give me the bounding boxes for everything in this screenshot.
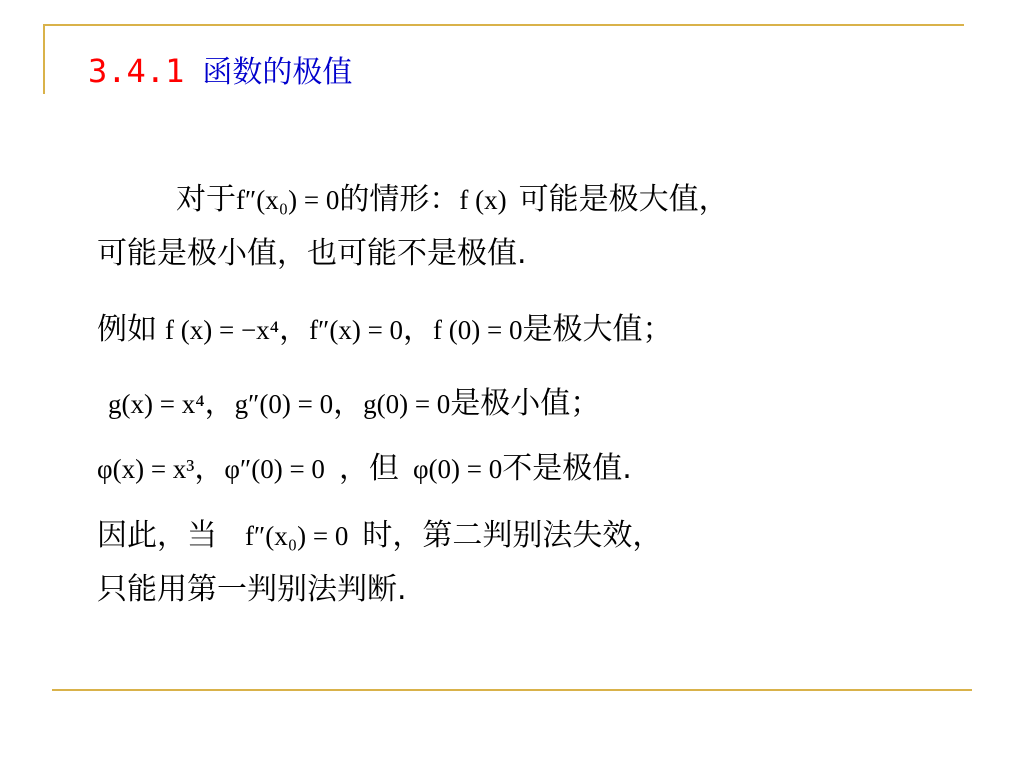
line3-prefix: 例如: [97, 312, 157, 347]
paragraph-line-4: [108, 384, 600, 424]
formula-g-second-derivative: g″(0) = 0: [234, 389, 334, 419]
line5-sep1: ，: [194, 451, 225, 486]
line3-suffix: 是极大值；: [522, 312, 673, 347]
formula-second-derivative-zero: f″(x₀) = 0: [236, 185, 340, 215]
section-number: 3.4.1: [88, 52, 185, 90]
formula-g-example: g(x) = x⁴: [108, 389, 205, 419]
line5-suffix: 不是极值.: [502, 451, 632, 486]
slide-title: [88, 46, 352, 96]
paragraph-line-1: [176, 180, 729, 220]
formula-f-second-derivative: f″(x) = 0: [309, 315, 404, 345]
line3-sep2: ，: [403, 312, 434, 347]
line4-suffix: 是极小值；: [450, 386, 601, 421]
line7-text: 只能用第一判别法判断.: [97, 572, 407, 607]
paragraph-line-5: [97, 449, 632, 489]
formula-fx: f (x): [459, 185, 507, 215]
formula-phi-example: φ(x) = x³: [97, 454, 195, 484]
left-decorative-rule: [43, 24, 45, 94]
section-title: 函数的极值: [202, 55, 353, 90]
paragraph-line-6: [97, 516, 662, 556]
line5-mid: ，但: [338, 451, 399, 486]
bottom-decorative-rule: [52, 689, 972, 691]
paragraph-line-3: [97, 310, 673, 350]
line6-suffix: 时，第二判别法失效，: [362, 518, 663, 553]
line4-sep2: ，: [333, 386, 364, 421]
formula-g-at-zero: g(0) = 0: [363, 389, 451, 419]
line1-mid: 的情形：: [339, 182, 460, 217]
line6-prefix: 因此，当: [97, 518, 217, 553]
line1-prefix: 对于: [176, 182, 236, 217]
formula-f-at-zero: f (0) = 0: [433, 315, 523, 345]
top-decorative-rule: [43, 24, 964, 26]
line2-text: 可能是极小值，也可能不是极值.: [97, 236, 527, 271]
line3-sep1: ，: [279, 312, 310, 347]
formula-phi-second-derivative: φ″(0) = 0: [224, 454, 325, 484]
formula-f-example: f (x) = −x⁴: [165, 315, 280, 345]
line4-sep1: ，: [204, 386, 235, 421]
formula-second-derivative-zero-2: f″(x₀) = 0: [245, 521, 349, 551]
line1-suffix: 可能是极大值，: [518, 182, 729, 217]
formula-phi-at-zero: φ(0) = 0: [412, 454, 503, 484]
paragraph-line-7: [97, 570, 407, 610]
paragraph-line-2: [97, 234, 527, 274]
